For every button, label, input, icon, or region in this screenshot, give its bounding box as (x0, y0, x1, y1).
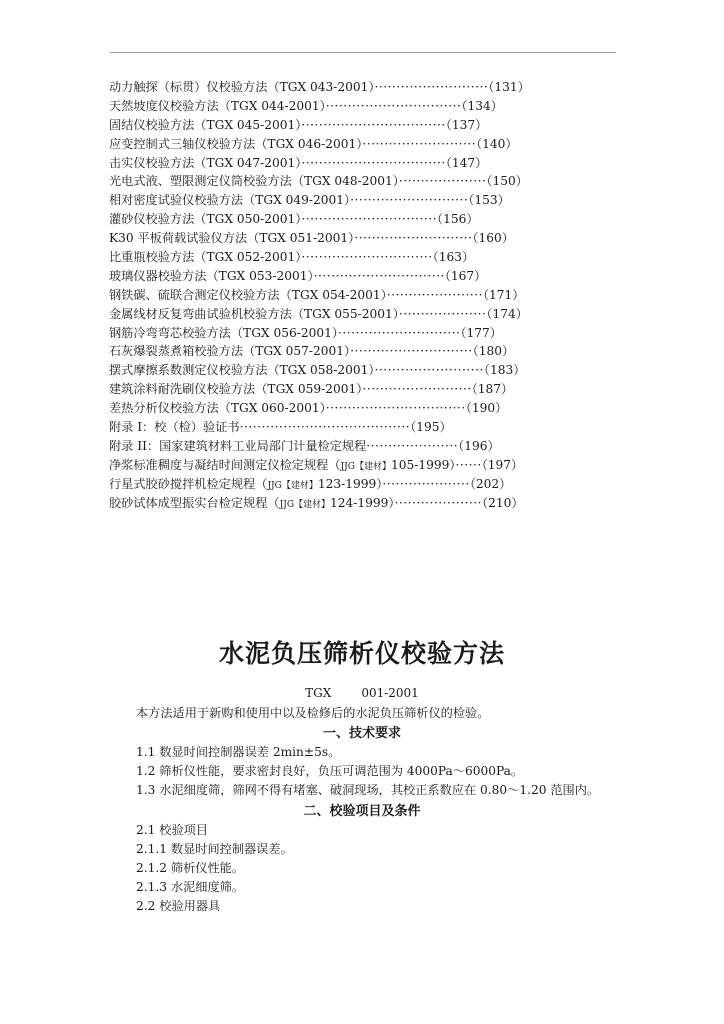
toc-entry[interactable]: 差热分析仪校验方法（TGX 060-2001）································（190） (109, 401, 508, 416)
toc-entry[interactable]: 钢筋冷弯弯芯校验方法（TGX 056-2001）····························（177） (109, 325, 502, 340)
toc-entry[interactable]: 附录 II：国家建筑材料工业局部门计量检定规程·····················（196） (109, 438, 500, 453)
code-prefix: TGX (305, 686, 332, 700)
toc-entry[interactable]: 应变控制式三轴仪校验方法（TGX 046-2001）··························（140） (109, 136, 518, 151)
toc-entry[interactable]: 净浆标准稠度与凝结时间测定仪检定规程（JJG【建材】105-1999）······（197） (109, 457, 524, 472)
toc-entry[interactable]: 击实仪校验方法（TGX 047-2001）·································（147） (109, 155, 488, 170)
toc-entry[interactable]: 石灰爆裂蒸煮箱校验方法（TGX 057-2001）····························（180） (109, 344, 515, 359)
toc-entry[interactable]: 天然坡度仪校验方法（TGX 044-2001）·······························（134） (109, 98, 503, 113)
toc-entry[interactable]: 比重瓶校验方法（TGX 052-2001）······························（163） (109, 250, 475, 265)
item-2-1-2: 2.1.2 筛析仪性能。 (136, 861, 245, 875)
code-number: 001-2001 (361, 686, 419, 700)
toc-entry[interactable]: 建筑涂料耐洗刷仪校验方法（TGX 059-2001）·························（187） (109, 382, 514, 397)
intro-paragraph: 本方法适用于新购和使用中以及检修后的水泥负压筛析仪的检验。 (136, 706, 490, 720)
toc-entry[interactable]: 行星式胶砂搅拌机检定规程（JJG【建材】123-1999）····················（202） (109, 476, 512, 491)
section-heading-verification-items: 二、校验项目及条件 (303, 804, 421, 819)
toc-entry[interactable]: 固结仪校验方法（TGX 045-2001）·································（137） (109, 117, 488, 132)
toc-entry[interactable]: 灌砂仪校验方法（TGX 050-2001）·······························（156） (109, 212, 479, 227)
section-heading-technical-requirements: 一、技术要求 (322, 726, 401, 741)
standard-code (0, 686, 724, 700)
document-title: 水泥负压筛析仪校验方法 (218, 639, 505, 668)
requirement-1-2: 1.2 筛析仪性能，要求密封良好，负压可调范围为 4000Pa～6000Pa。 (136, 764, 524, 778)
requirement-1-3: 1.3 水泥细度筛，筛网不得有堵塞、破洞现场，其校正系数应在 0.80～1.20 范围内。 (136, 783, 600, 797)
toc-entry[interactable]: 摆式摩擦系数测定仪校验方法（TGX 058-2001）·························（183） (109, 363, 526, 378)
table-of-contents (109, 78, 579, 512)
toc-entry[interactable]: 附录 I：校（检）验证书·······································（195） (109, 420, 452, 435)
toc-entry[interactable]: 胶砂试体成型振实台检定规程（JJG【建材】124-1999）····················（210） (109, 495, 524, 510)
item-2-1: 2.1 校验项目 (136, 823, 209, 837)
header-rule (110, 52, 616, 53)
toc-entry[interactable]: 光电式液、塑限测定仪筒校验方法（TGX 048-2001）····················（150） (109, 174, 528, 189)
item-2-1-1: 2.1.1 数显时间控制器误差。 (136, 842, 293, 856)
requirement-1-1: 1.1 数显时间控制器误差 2min±5s。 (136, 745, 341, 759)
item-2-2: 2.2 校验用器具 (136, 899, 221, 913)
item-2-1-3: 2.1.3 水泥细度筛。 (136, 880, 245, 894)
toc-entry[interactable]: 金属线材反复弯曲试验机校验方法（TGX 055-2001）····················（174） (109, 306, 528, 321)
toc-entry[interactable]: 动力触探（标贯）仪校验方法（TGX 043-2001）··························（131） (109, 80, 530, 94)
toc-entry[interactable]: K30 平板荷载试验仪方法（TGX 051-2001）···························（160） (109, 231, 514, 246)
toc-entry[interactable]: 钢铁碳、硫联合测定仪校验方法（TGX 054-2001）······················（171） (109, 287, 525, 302)
toc-entry[interactable]: 玻璃仪器校验方法（TGX 053-2001）······························（167） (109, 268, 487, 283)
toc-entry[interactable]: 相对密度试验仪校验方法（TGX 049-2001）···························（153） (109, 193, 510, 208)
